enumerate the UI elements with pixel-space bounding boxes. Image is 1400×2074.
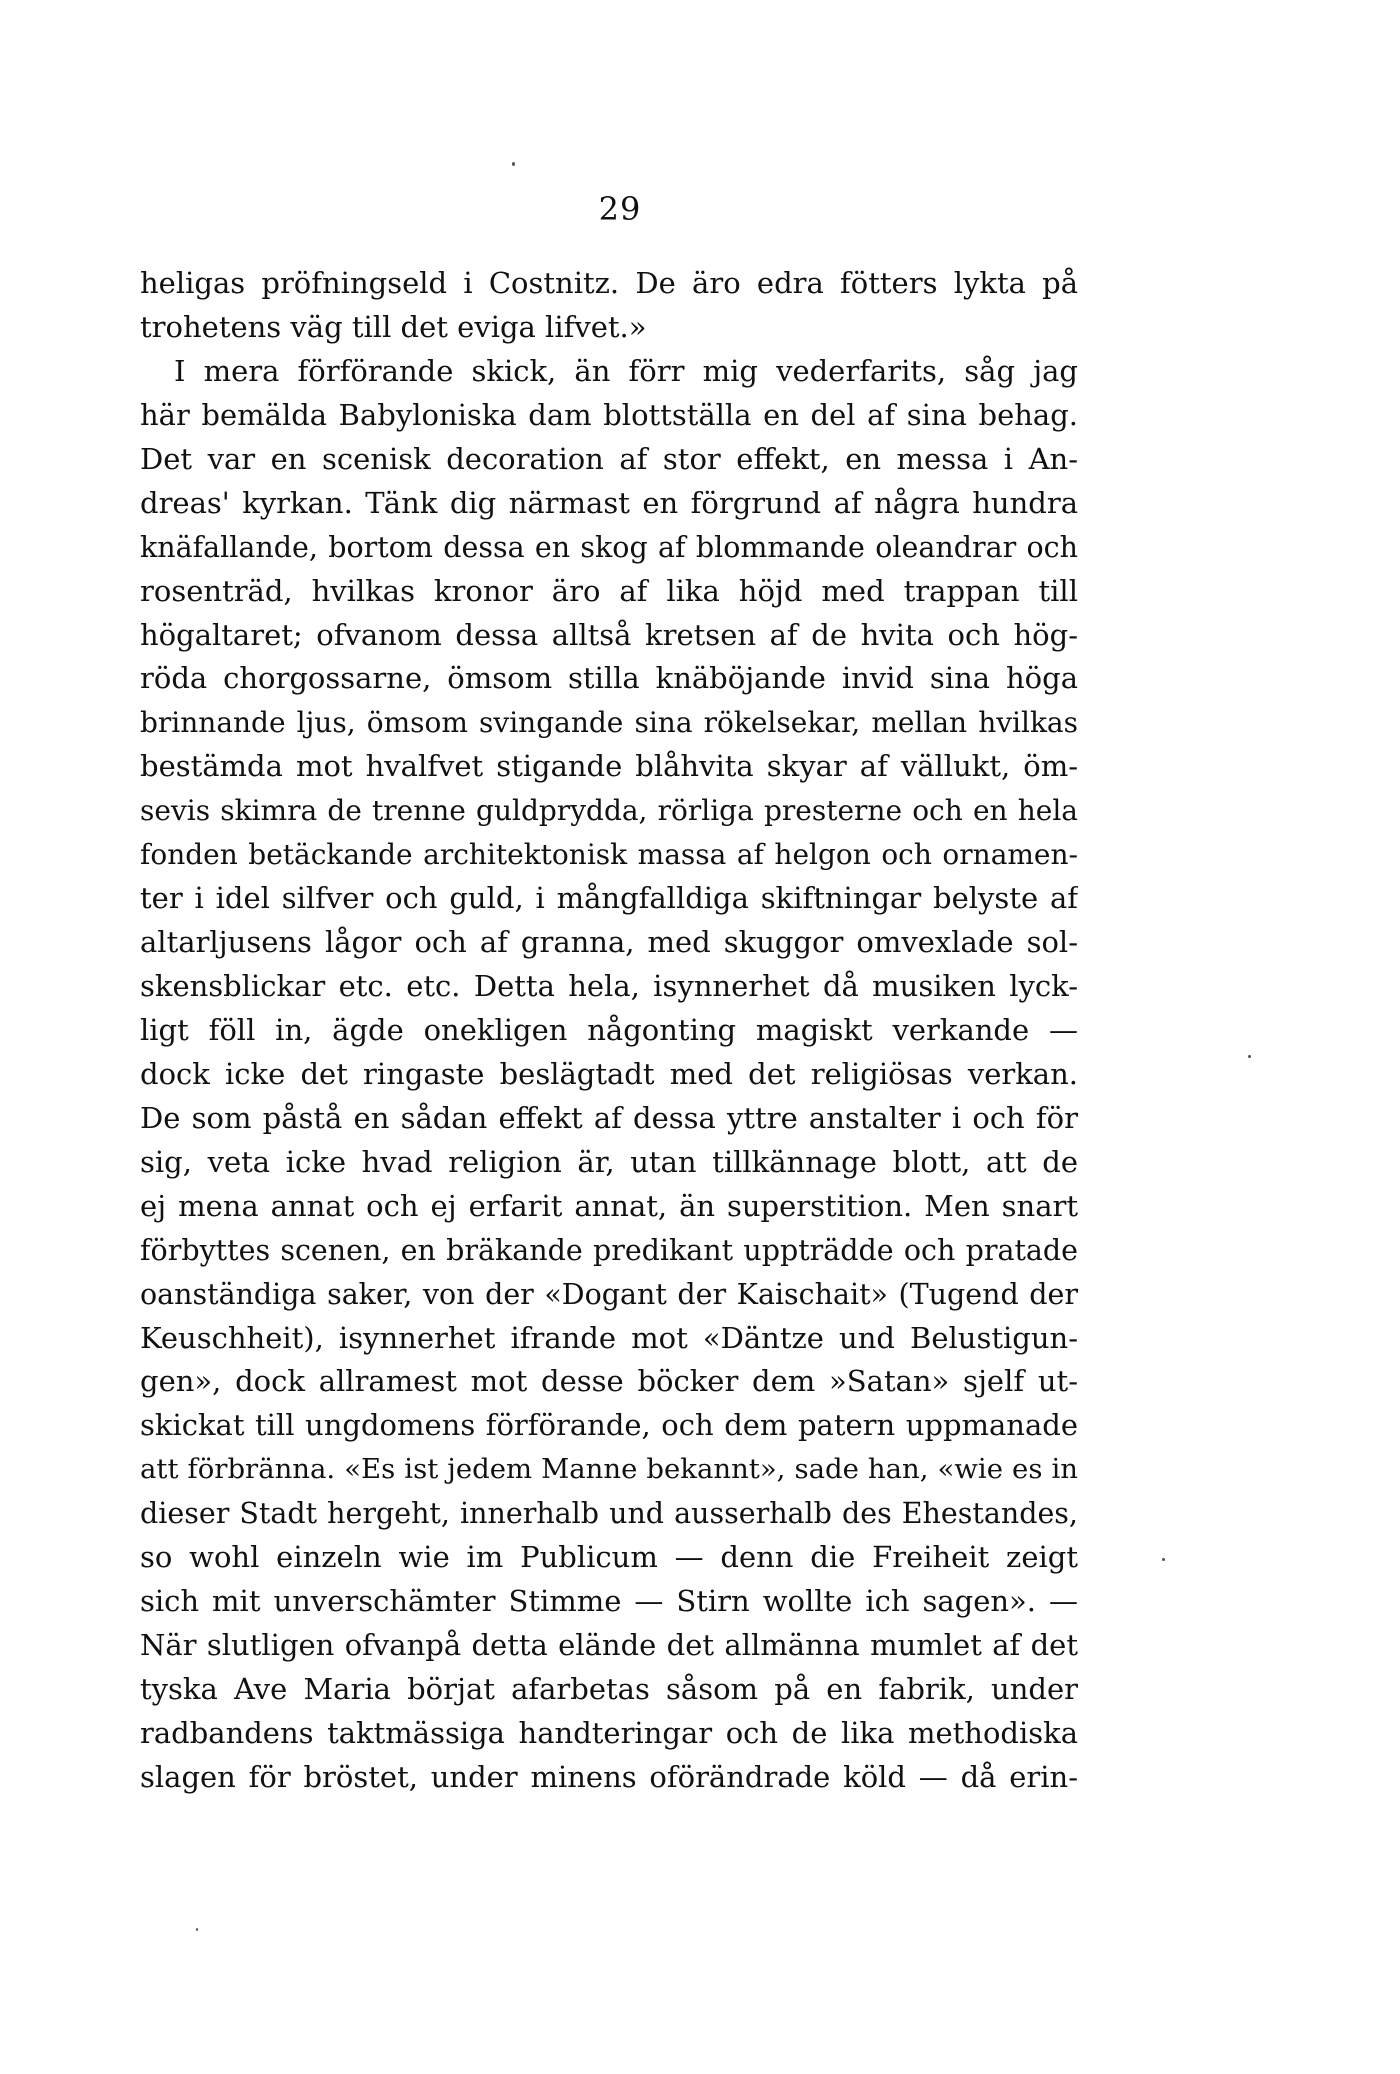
text-line: I mera förförande skick, än förr mig vederfarits, såg jag bbox=[174, 353, 1078, 388]
text-line: fonden betäckande architektonisk massa af helgon och ornamen- bbox=[140, 838, 1078, 872]
text-line: tyska Ave Maria börjat afarbetas såsom på en fabrik, under bbox=[140, 1672, 1078, 1706]
text-line: knäfallande, bortom dessa en skog af blommande oleandrar och bbox=[140, 530, 1078, 564]
text-line: dieser Stadt hergeht, innerhalb und ausserhalb des Ehestandes, bbox=[140, 1497, 1078, 1531]
text-line: skickat till ungdomens förförande, och dem patern uppmanade bbox=[140, 1408, 1078, 1443]
text-line: sich mit unverschämter Stimme — Stirn wollte ich sagen». — bbox=[140, 1584, 1078, 1619]
text-line: När slutligen ofvanpå detta elände det allmänna mumlet af det bbox=[140, 1628, 1078, 1663]
text-line: De som påstå en sådan effekt af dessa yttre anstalter i och för bbox=[140, 1100, 1078, 1135]
text-line: radbandens taktmässiga handteringar och de lika methodiska bbox=[140, 1715, 1078, 1750]
text-line: Keuschheit), isynnerhet ifrande mot «Däntze und Belustigun- bbox=[140, 1320, 1078, 1355]
text-line: att förbränna. «Es ist jedem Manne bekannt», sade han, «wie es in bbox=[140, 1453, 1078, 1486]
text-line: heligas pröfningseld i Costnitz. De äro edra fötters lykta på bbox=[140, 266, 1078, 300]
text-line: ter i idel silfver och guld, i mångfalldiga skiftningar belyste af bbox=[140, 881, 1078, 916]
print-speck bbox=[1162, 1558, 1165, 1561]
text-line: so wohl einzeln wie im Publicum — denn die Freiheit zeigt bbox=[140, 1540, 1078, 1575]
print-speck bbox=[1248, 1055, 1251, 1058]
text-line: förbyttes scenen, en bräkande predikant uppträdde och pratade bbox=[140, 1233, 1078, 1267]
text-line: dreas' kyrkan. Tänk dig närmast en förgrund af några hundra bbox=[140, 485, 1078, 520]
text-line: sevis skimra de trenne guldprydda, rörliga presterne och en hela bbox=[140, 794, 1078, 828]
text-line: slagen för bröstet, under minens oförändrade köld — då erin- bbox=[140, 1759, 1078, 1794]
text-line: altarljusens lågor och af granna, med skuggor omvexlade sol- bbox=[140, 925, 1078, 960]
print-speck bbox=[512, 162, 515, 166]
text-line: trohetens väg till det eviga lifvet.» bbox=[140, 309, 647, 344]
text-line: sig, veta icke hvad religion är, utan tillkännage blott, att de bbox=[140, 1144, 1078, 1179]
text-line: röda chorgossarne, ömsom stilla knäböjande invid sina höga bbox=[140, 661, 1078, 696]
text-line: gen», dock allramest mot desse böcker dem »Satan» sjelf ut- bbox=[140, 1364, 1078, 1399]
text-line: rosenträd, hvilkas kronor äro af lika höjd med trappan till bbox=[140, 573, 1078, 608]
text-line: ej mena annat och ej erfarit annat, än superstition. Men snart bbox=[140, 1188, 1078, 1223]
page-number: 29 bbox=[598, 190, 642, 228]
body-text bbox=[140, 262, 1078, 1800]
text-line: dock icke det ringaste beslägtadt med det religiösas verkan. bbox=[140, 1056, 1078, 1091]
text-line: oanständiga saker, von der «Dogant der Kaischait» (Tugend der bbox=[140, 1277, 1078, 1311]
print-speck bbox=[196, 1928, 198, 1931]
text-line: bestämda mot hvalfvet stigande blåhvita skyar af vällukt, öm- bbox=[140, 749, 1078, 784]
text-line: skensblickar etc. etc. Detta hela, isynnerhet då musiken lyck- bbox=[140, 969, 1078, 1003]
text-line: Det var en scenisk decoration af stor effekt, en messa i An- bbox=[140, 441, 1078, 476]
text-line: högaltaret; ofvanom dessa alltså kretsen af de hvita och hög- bbox=[140, 617, 1078, 652]
text-line: brinnande ljus, ömsom svingande sina rökelsekar, mellan hvilkas bbox=[140, 706, 1078, 740]
text-line: ligt föll in, ägde onekligen någonting magiskt verkande — bbox=[140, 1012, 1078, 1047]
text-line: här bemälda Babyloniska dam blottställa en del af sina behag. bbox=[140, 397, 1078, 432]
